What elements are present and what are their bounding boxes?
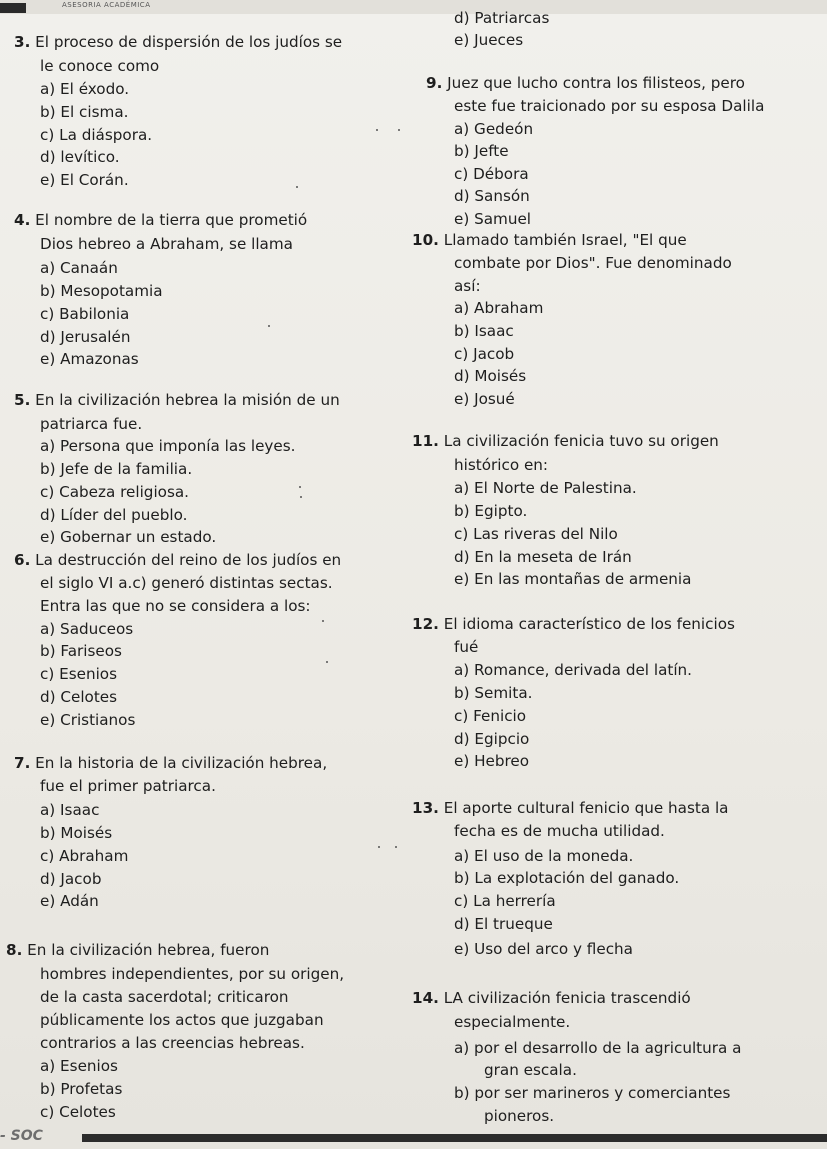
line-text: c) Las riveras del Nilo [454,525,618,543]
option-line [40,349,139,369]
option-line [40,281,163,301]
line-text: c) La diáspora. [40,126,153,144]
question-line [14,753,327,773]
question-line [412,431,719,451]
question-number: 10. [412,231,439,249]
question-text: El idioma característico de los fenicios [443,615,735,633]
option-line [40,459,192,479]
line-text: a) Isaac [40,801,100,819]
question-text: El proceso de dispersión de los judíos se [35,33,343,51]
line-text: el siglo VI a.c) generó distintas sectas. [40,574,333,592]
option-line [454,119,533,139]
option-line [454,321,514,341]
line-text: contrarios a las creencias hebreas. [40,1034,305,1052]
option-line [454,569,691,589]
option-line [40,414,142,434]
option-line [40,664,117,684]
question-text: En la civilización hebrea, fueron [27,941,270,959]
option-line [454,298,543,318]
option-line [454,1038,741,1058]
line-text: de la casta sacerdotal; criticaron [40,988,289,1006]
line-text: d) Jerusalén [40,328,131,346]
question-text: En la historia de la civilización hebrea, [35,754,328,772]
question-number: 13. [412,799,439,817]
option-line [484,1106,554,1126]
option-line [40,573,333,593]
line-text: b) La explotación del ganado. [454,869,680,887]
line-text: d) levítico. [40,148,120,166]
option-line [40,327,131,347]
option-line [40,125,152,145]
option-line [454,8,549,28]
line-text: b) por ser marineros y comerciantes [454,1084,731,1102]
option-line [40,800,99,820]
option-line [454,344,514,364]
line-text: b) Semita. [454,684,533,702]
line-text: gran escala. [484,1061,577,1079]
option-line [454,914,553,934]
line-text: d) Celotes [40,688,118,706]
option-line [454,868,679,888]
option-line [40,687,117,707]
option-line [454,683,532,703]
line-text: e) Cristianos [40,711,136,729]
option-line [40,482,189,502]
option-line [40,527,216,547]
option-line [40,596,311,616]
line-text: c) Esenios [40,665,118,683]
option-line [40,964,344,984]
line-text: b) Moisés [40,824,113,842]
option-line [454,637,478,657]
option-line [40,891,99,911]
option-line [40,1079,122,1099]
question-number: 7. [14,754,31,772]
line-text: b) Jefe de la familia. [40,460,193,478]
option-line [454,455,548,475]
line-text: e) Jueces [454,31,524,49]
option-line [40,234,293,254]
speck [322,620,324,622]
option-line [40,258,118,278]
option-line [454,501,527,521]
line-text: b) Isaac [454,322,514,340]
option-line [454,389,515,409]
header-logo-mark [0,3,26,13]
speck [326,661,328,663]
line-text: c) Débora [454,165,529,183]
option-line [40,1033,305,1053]
option-line [40,170,129,190]
line-text: b) Jefte [454,142,509,160]
option-line [454,547,632,567]
line-text: a) Gedeón [454,120,534,138]
line-text: a) Persona que imponía las leyes. [40,437,296,455]
line-text: d) El trueque [454,915,553,933]
line-text: especialmente. [454,1013,571,1031]
line-text: d) Moisés [454,367,527,385]
line-text: c) La herrería [454,892,556,910]
option-line [40,710,135,730]
question-number: 14. [412,989,439,1007]
option-line [454,478,637,498]
line-text: Dios hebreo a Abraham, se llama [40,235,293,253]
line-text: c) Cabeza religiosa. [40,483,189,501]
line-text: a) Canaán [40,259,118,277]
option-line [454,164,529,184]
option-line [40,505,188,525]
option-line [40,823,112,843]
option-line [40,619,133,639]
question-text: LA civilización fenicia trascendió [443,989,691,1007]
question-text: Juez que lucho contra los filisteos, pero [447,74,745,92]
question-text: En la civilización hebrea la misión de un [35,391,340,409]
option-line [40,1056,118,1076]
question-line [14,390,340,410]
question-number: 11. [412,432,439,450]
line-text: fué [454,638,479,656]
line-text: e) Uso del arco y flecha [454,940,633,958]
option-line [454,276,481,296]
speck [299,486,301,488]
question-number: 9. [426,74,443,92]
line-text: d) En la meseta de Irán [454,548,632,566]
question-text: La destrucción del reino de los judíos en [35,551,342,569]
option-line [454,751,529,771]
option-line [40,102,128,122]
line-text: a) El éxodo. [40,80,130,98]
line-text: así: [454,277,481,295]
question-number: 12. [412,615,439,633]
line-text: b) Fariseos [40,642,122,660]
speck [296,186,298,188]
option-line [454,939,633,959]
option-line [454,30,523,50]
option-line [454,891,556,911]
option-line [40,304,129,324]
option-line [40,1102,116,1122]
question-line [412,798,729,818]
question-number: 3. [14,33,31,51]
option-line [40,776,216,796]
line-text: a) por el desarrollo de la agricultura a [454,1039,742,1057]
line-text: fecha es de mucha utilidad. [454,822,665,840]
header-strip [0,0,827,14]
question-line [14,210,307,230]
question-text: Llamado también Israel, "El que [443,231,687,249]
option-line [40,79,129,99]
line-text: e) Amazonas [40,350,139,368]
line-text: b) Egipto. [454,502,528,520]
line-text: a) El uso de la moneda. [454,847,634,865]
line-text: a) Esenios [40,1057,118,1075]
line-text: a) Romance, derivada del latín. [454,661,693,679]
option-line [454,186,530,206]
option-line [454,96,764,116]
question-text: La civilización fenicia tuvo su origen [443,432,719,450]
question-text: El nombre de la tierra que prometió [35,211,308,229]
line-text: b) Profetas [40,1080,123,1098]
question-line [14,550,341,570]
option-line [454,846,633,866]
line-text: d) Patriarcas [454,9,550,27]
line-text: patriarca fue. [40,415,143,433]
line-text: a) Abraham [454,299,544,317]
question-number: 6. [14,551,31,569]
line-text: este fue traicionado por su esposa Dalila [454,97,765,115]
line-text: combate por Dios". Fue denominado [454,254,732,272]
line-text: le conoce como [40,57,160,75]
line-text: e) Gobernar un estado. [40,528,217,546]
speck [376,129,378,131]
line-text: histórico en: [454,456,549,474]
line-text: b) Mesopotamia [40,282,163,300]
option-line [40,1010,324,1030]
option-line [40,641,122,661]
speck [378,846,380,848]
option-line [40,56,159,76]
option-line [40,869,101,889]
speck [300,496,302,498]
question-line [412,988,691,1008]
speck [398,129,400,131]
question-line [412,614,735,634]
line-text: e) Adán [40,892,99,910]
question-number: 8. [6,941,23,959]
option-line [454,1012,570,1032]
bottom-bar [82,1134,827,1142]
line-text: a) El Norte de Palestina. [454,479,637,497]
line-text: d) Líder del pueblo. [40,506,188,524]
option-line [454,660,692,680]
question-text: El aporte cultural fenicio que hasta la [443,799,729,817]
line-text: d) Jacob [40,870,102,888]
option-line [454,141,509,161]
line-text: a) Saduceos [40,620,134,638]
option-line [40,987,289,1007]
line-text: hombres independientes, por su origen, [40,965,345,983]
line-text: e) El Corán. [40,171,129,189]
line-text: d) Egipcio [454,730,530,748]
question-line [6,940,269,960]
option-line [454,253,732,273]
line-text: fue el primer patriarca. [40,777,216,795]
line-text: e) Samuel [454,210,532,228]
option-line [454,821,665,841]
question-line [14,32,342,52]
option-line [454,209,531,229]
line-text: públicamente los actos que juzgaban [40,1011,324,1029]
option-line [454,366,526,386]
speck [268,325,270,327]
line-text: e) Josué [454,390,515,408]
line-text: d) Sansón [454,187,530,205]
option-line [454,524,618,544]
option-line [40,147,120,167]
line-text: c) Celotes [40,1103,116,1121]
option-line [484,1060,577,1080]
speck [395,846,397,848]
question-line [426,73,745,93]
option-line [40,436,296,456]
question-number: 4. [14,211,31,229]
line-text: b) El cisma. [40,103,129,121]
option-line [454,729,529,749]
line-text: e) En las montañas de armenia [454,570,692,588]
line-text: c) Fenicio [454,707,527,725]
footer-text: - SOC [0,1128,43,1144]
line-text: pioneros. [484,1107,555,1125]
line-text: c) Babilonia [40,305,130,323]
option-line [454,1083,730,1103]
header-text: ASESORIA ACADÉMICA [62,1,151,9]
question-number: 5. [14,391,31,409]
option-line [40,846,128,866]
option-line [454,706,526,726]
line-text: Entra las que no se considera a los: [40,597,311,615]
line-text: c) Abraham [40,847,129,865]
question-line [412,230,687,250]
line-text: c) Jacob [454,345,515,363]
line-text: e) Hebreo [454,752,530,770]
